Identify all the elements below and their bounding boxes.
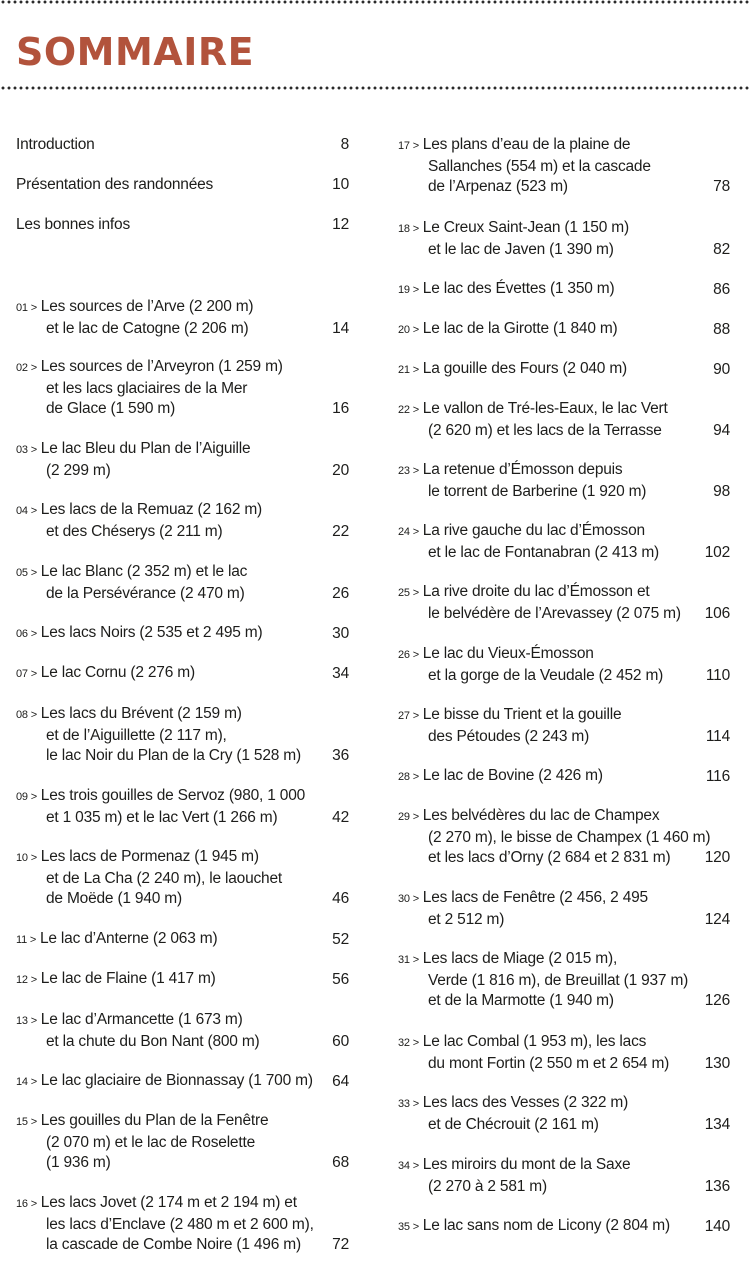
toc-entry-number: 15 > [16,1116,40,1128]
toc-intro-label: Les bonnes infos [16,216,130,233]
toc-entry-line: et de La Cha (2 240 m), le laouchet [46,869,282,887]
toc-intro-item[interactable] [16,215,349,236]
toc-page-number: 20 [332,461,349,479]
toc-page-number: 64 [332,1073,349,1090]
toc-entry[interactable] [398,806,730,869]
toc-entry[interactable] [16,969,349,991]
toc-page-number: 90 [713,361,730,378]
toc-page-number: 52 [332,931,349,948]
toc-entry[interactable] [398,460,730,502]
toc-page-number: 72 [332,1236,349,1253]
toc-entry-line: 20 > Le lac de la Girotte (1 840 m) [398,320,618,337]
toc-entry-line: 35 > Le lac sans nom de Licony (2 804 m) [398,1217,670,1234]
toc-entry-line: 16 > Les lacs Jovet (2 174 m et 2 194 m) et [16,1194,297,1211]
toc-entry-number: 19 > [398,284,422,296]
toc-entry-number: 13 > [16,1015,40,1027]
toc-entry-number: 33 > [398,1098,422,1110]
toc-entry[interactable] [16,562,349,604]
toc-entry-line: et des Chéserys (2 211 m) [46,522,223,540]
toc-page-number: 12 [332,216,349,233]
toc-page-number: 42 [332,808,349,826]
toc-page-number: 126 [704,992,730,1009]
toc-entry-number: 14 > [16,1076,40,1088]
toc-page-number: 136 [704,1177,730,1195]
toc-page-number: 110 [705,666,730,684]
toc-entry[interactable] [16,1111,349,1174]
toc-entry-line: et les lacs glaciaires de la Mer [46,379,248,397]
toc-entry-line: et le lac de Fontanabran (2 413 m) [428,543,660,561]
toc-entry-number: 20 > [398,324,422,336]
toc-page-number: 36 [332,747,349,764]
toc-entry[interactable] [398,644,730,686]
toc-entry-line: 13 > Le lac d’Armancette (1 673 m) [16,1011,243,1028]
toc-page-number: 14 [332,319,349,337]
toc-page-number: 106 [704,604,730,622]
toc-entry[interactable] [16,1193,349,1256]
toc-entry-line: 03 > Le lac Bleu du Plan de l’Aiguille [16,440,251,457]
page-title: SOMMAIRE [16,30,255,74]
toc-page-number: 82 [713,240,730,258]
toc-page-number: 114 [705,727,730,745]
toc-entry-line: (2 270 m), le bisse de Champex (1 460 m) [428,828,711,846]
toc-entry-line: (1 936 m) [46,1154,111,1171]
header-dotted-rule [0,86,750,90]
toc-page-number: 94 [713,421,730,439]
top-dotted-rule [0,0,750,4]
toc-entry-line: 30 > Les lacs de Fenêtre (2 456, 2 495 [398,889,648,906]
toc-intro-item[interactable] [16,175,349,196]
toc-entry[interactable] [16,929,349,951]
toc-entry-number: 26 > [398,649,422,661]
toc-entry-number: 09 > [16,791,40,803]
toc-page-number: 98 [713,482,730,500]
toc-entry-line: le lac Noir du Plan de la Cry (1 528 m) [46,747,301,764]
toc-entry-line: et de l’Aiguillette (2 117 m), [46,726,227,744]
toc-entry-number: 17 > [398,140,422,152]
toc-entry-line: 23 > La retenue d’Émosson depuis [398,461,623,478]
toc-entry-number: 12 > [16,974,40,986]
toc-entry-line: 26 > Le lac du Vieux-Émosson [398,645,594,662]
toc-page-number: 134 [704,1115,730,1133]
toc-entry-line: et la chute du Bon Nant (800 m) [46,1032,260,1050]
toc-entry-line: 31 > Les lacs de Miage (2 015 m), [398,950,618,967]
toc-page-number: 88 [713,321,730,338]
toc-intro-label: Présentation des randonnées [16,176,214,193]
toc-entry-number: 03 > [16,444,40,456]
toc-page-number: 22 [332,522,349,540]
toc-entry-line: le belvédère de l’Arevassey (2 075 m) [428,604,681,622]
toc-entry[interactable] [398,1155,730,1197]
toc-entry-number: 34 > [398,1160,422,1172]
toc-page-number: 16 [332,400,349,417]
toc-entry-line: et 2 512 m) [428,910,505,928]
toc-entry[interactable] [398,949,730,1012]
toc-page-number: 86 [713,281,730,298]
toc-entry[interactable] [398,218,730,260]
toc-entry-line: 11 > Le lac d’Anterne (2 063 m) [16,930,218,947]
toc-entry-line: 14 > Le lac glaciaire de Bionnassay (1 700 m) [16,1072,313,1089]
toc-entry-line: 15 > Les gouilles du Plan de la Fenêtre [16,1112,269,1129]
toc-entry-number: 21 > [398,364,422,376]
toc-entry-number: 05 > [16,567,40,579]
toc-entry-line: de l’Arpenaz (523 m) [428,178,568,195]
toc-entry-number: 10 > [16,852,40,864]
toc-entry-line: et de la Marmotte (1 940 m) [428,992,614,1009]
toc-entry-line: 22 > Le vallon de Tré-les-Eaux, le lac Vert [398,400,668,417]
toc-entry-line: du mont Fortin (2 550 m et 2 654 m) [428,1054,670,1072]
toc-entry-line: 32 > Le lac Combal (1 953 m), les lacs [398,1033,647,1050]
toc-entry-line: 34 > Les miroirs du mont de la Saxe [398,1156,631,1173]
toc-intro-item[interactable] [16,135,349,156]
toc-entry-number: 08 > [16,709,40,721]
toc-entry-line: 09 > Les trois gouilles de Servoz (980, 1 000 [16,787,306,804]
toc-page-number: 68 [332,1154,349,1171]
toc-entry-number: 11 > [16,934,39,946]
toc-entry-line: 08 > Les lacs du Brévent (2 159 m) [16,705,242,722]
toc-entry-line: les lacs d’Enclave (2 480 m et 2 600 m), [46,1215,314,1233]
toc-entry[interactable] [16,1071,349,1093]
toc-entry-line: la cascade de Combe Noire (1 496 m) [46,1236,301,1253]
toc-entry-line: 07 > Le lac Cornu (2 276 m) [16,664,195,681]
toc-entry-line: 04 > Les lacs de la Remuaz (2 162 m) [16,501,263,518]
toc-entry-line: 17 > Les plans d’eau de la plaine de [398,136,631,153]
toc-entry-line: 06 > Les lacs Noirs (2 535 et 2 495 m) [16,624,263,641]
toc-entry-line: 21 > La gouille des Fours (2 040 m) [398,360,628,377]
toc-page-number: 34 [332,665,349,682]
toc-entry-line: 18 > Le Creux Saint-Jean (1 150 m) [398,219,629,236]
toc-page-number: 102 [704,543,730,561]
toc-entry[interactable] [398,279,730,301]
toc-entry-line: 12 > Le lac de Flaine (1 417 m) [16,970,216,987]
toc-entry-line: le torrent de Barberine (1 920 m) [428,482,647,500]
toc-entry-line: 24 > La rive gauche du lac d’Émosson [398,522,645,539]
toc-entry-number: 27 > [398,710,422,722]
toc-entry-line: 25 > La rive droite du lac d’Émosson et [398,583,650,600]
toc-entry-line: 33 > Les lacs des Vesses (2 322 m) [398,1094,629,1111]
toc-entry-line: et le lac de Javen (1 390 m) [428,240,614,258]
toc-entry-number: 23 > [398,465,422,477]
toc-entry-line: 27 > Le bisse du Trient et la gouille [398,706,622,723]
toc-entry[interactable] [398,888,730,930]
toc-page-number: 26 [332,584,349,602]
toc-entry-line: (2 070 m) et le lac de Roselette [46,1133,255,1151]
toc-entry-line: 02 > Les sources de l’Arveyron (1 259 m) [16,358,283,375]
toc-page-number: 56 [332,971,349,988]
toc-page-number: 130 [704,1054,730,1072]
toc-entry-number: 24 > [398,526,422,538]
toc-entry[interactable] [398,1032,730,1074]
toc-entry[interactable] [16,847,349,910]
toc-entry[interactable] [16,663,349,685]
toc-entry-number: 31 > [398,954,422,966]
toc-entry-number: 22 > [398,404,422,416]
toc-entry[interactable] [398,135,730,198]
toc-entry[interactable] [16,297,349,339]
toc-entry[interactable] [398,766,730,788]
toc-entry[interactable] [398,521,730,563]
toc-page-number: 124 [704,910,730,928]
toc-entry-line: de Moëde (1 940 m) [46,890,182,907]
toc-entry-line: et la gorge de la Veudale (2 452 m) [428,666,664,684]
toc-entry-line: 05 > Le lac Blanc (2 352 m) et le lac [16,563,248,580]
toc-entry-number: 06 > [16,628,40,640]
toc-entry-number: 25 > [398,587,422,599]
toc-entry[interactable] [398,399,730,441]
toc-entry-line: (2 270 à 2 581 m) [428,1177,547,1195]
toc-page-number: 8 [340,136,349,153]
toc-page-number: 60 [332,1032,349,1050]
toc-entry-line: Verde (1 816 m), de Breuillat (1 937 m) [428,971,689,989]
toc-entry-line: de la Persévérance (2 470 m) [46,584,245,602]
toc-entry-line: (2 299 m) [46,461,111,479]
toc-entry-number: 32 > [398,1037,422,1049]
toc-entry-line: et les lacs d’Orny (2 684 et 2 831 m) [428,849,671,866]
toc-entry[interactable] [398,582,730,624]
toc-entry[interactable] [16,786,349,828]
toc-entry-line: et 1 035 m) et le lac Vert (1 266 m) [46,808,278,826]
toc-page-number: 10 [332,176,349,193]
toc-entry-line: des Pétoudes (2 243 m) [428,727,590,745]
toc-entry-line: 28 > Le lac de Bovine (2 426 m) [398,767,603,784]
toc-page-number: 120 [704,849,730,866]
toc-entry[interactable] [16,1010,349,1052]
toc-entry-line: (2 620 m) et les lacs de la Terrasse [428,421,662,439]
toc-entry-line: et le lac de Catogne (2 206 m) [46,319,249,337]
toc-entry-line: de Glace (1 590 m) [46,400,176,417]
toc-entry[interactable] [16,704,349,767]
toc-entry[interactable] [398,359,730,381]
toc-entry[interactable] [16,500,349,542]
toc-entry[interactable] [398,1216,730,1238]
toc-entry-line: 29 > Les belvédères du lac de Champex [398,807,660,824]
toc-entry-number: 01 > [16,302,40,314]
toc-entry[interactable] [398,705,730,747]
toc-page-number: 78 [713,178,730,195]
toc-page-number: 30 [332,625,349,642]
toc-entry[interactable] [398,319,730,341]
toc-entry-number: 30 > [398,893,422,905]
toc-entry-number: 02 > [16,362,40,374]
toc-entry-line: 10 > Les lacs de Pormenaz (1 945 m) [16,848,259,865]
toc-entry-number: 07 > [16,668,40,680]
toc-entry-number: 29 > [398,811,422,823]
toc-entry-number: 18 > [398,223,422,235]
toc-entry[interactable] [398,1093,730,1135]
toc-entry-line: 19 > Le lac des Évettes (1 350 m) [398,280,615,297]
toc-entry-line: Sallanches (554 m) et la cascade [428,157,651,175]
toc-entry-line: 01 > Les sources de l’Arve (2 200 m) [16,298,254,315]
toc-entry-number: 04 > [16,505,40,517]
toc-page-number: 116 [705,768,730,785]
toc-entry-line: et de Chécrouit (2 161 m) [428,1115,599,1133]
toc-entry[interactable] [16,357,349,420]
toc-entry-number: 16 > [16,1198,40,1210]
toc-page-number: 140 [704,1218,730,1235]
toc-page-number: 46 [332,890,349,907]
toc-entry[interactable] [16,623,349,645]
toc-entry-number: 35 > [398,1221,422,1233]
toc-entry[interactable] [16,439,349,481]
toc-intro-label: Introduction [16,136,95,153]
toc-entry-number: 28 > [398,771,422,783]
